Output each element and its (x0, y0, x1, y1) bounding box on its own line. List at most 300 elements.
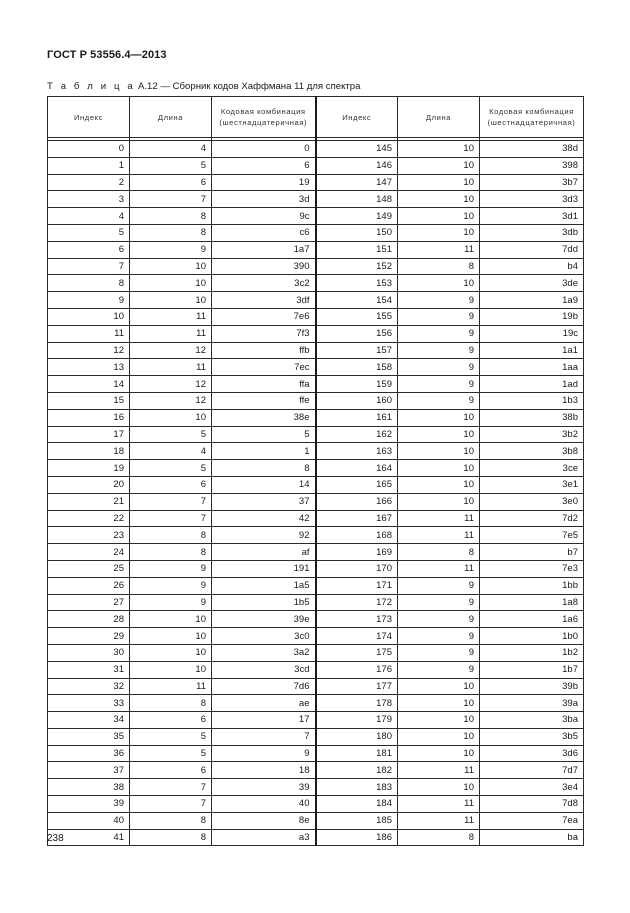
table-row (48, 426, 584, 443)
cell-length-2: 11 (398, 560, 480, 577)
table-row (48, 325, 584, 342)
cell-code: ffe (212, 392, 316, 409)
cell-length: 8 (130, 829, 212, 846)
table-row (48, 544, 584, 561)
cell-code-2: 7d2 (480, 510, 584, 527)
table-caption (47, 81, 360, 92)
cell-code: 8e (212, 812, 316, 829)
cell-code: 1 (212, 443, 316, 460)
cell-index-2: 176 (316, 661, 398, 678)
cell-code: 1b5 (212, 594, 316, 611)
cell-code-2: ba (480, 829, 584, 846)
cell-length: 10 (130, 628, 212, 645)
cell-index: 11 (48, 325, 130, 342)
cell-code: a3 (212, 829, 316, 846)
cell-index-2: 165 (316, 476, 398, 493)
cell-code: 17 (212, 712, 316, 729)
cell-index: 28 (48, 611, 130, 628)
cell-index-2: 168 (316, 527, 398, 544)
table-row (48, 779, 584, 796)
cell-code-2: 7d8 (480, 796, 584, 813)
cell-length-2: 9 (398, 661, 480, 678)
cell-index: 39 (48, 796, 130, 813)
cell-code: 19 (212, 174, 316, 191)
cell-index: 22 (48, 510, 130, 527)
cell-code-2: 3e1 (480, 476, 584, 493)
caption-text: А.12 — Сборник кодов Хаффмана 11 для спектра (135, 81, 361, 92)
cell-index: 7 (48, 258, 130, 275)
cell-code-2: 3b2 (480, 426, 584, 443)
cell-code: 7ec (212, 359, 316, 376)
cell-index-2: 169 (316, 544, 398, 561)
cell-code: 3cd (212, 661, 316, 678)
cell-code-2: 39a (480, 695, 584, 712)
cell-index-2: 174 (316, 628, 398, 645)
cell-code-2: b7 (480, 544, 584, 561)
cell-index: 4 (48, 208, 130, 225)
cell-length-2: 9 (398, 292, 480, 309)
cell-index-2: 181 (316, 745, 398, 762)
table-row (48, 611, 584, 628)
cell-length-2: 10 (398, 157, 480, 174)
cell-code: 14 (212, 476, 316, 493)
cell-index-2: 145 (316, 141, 398, 158)
cell-index-2: 161 (316, 409, 398, 426)
cell-code: 3c0 (212, 628, 316, 645)
cell-length: 11 (130, 359, 212, 376)
cell-index: 19 (48, 460, 130, 477)
cell-length: 12 (130, 392, 212, 409)
table-row (48, 191, 584, 208)
cell-length: 11 (130, 325, 212, 342)
cell-index: 14 (48, 376, 130, 393)
cell-code-2: 7ea (480, 812, 584, 829)
cell-code: 3d (212, 191, 316, 208)
cell-index-2: 151 (316, 241, 398, 258)
cell-index: 41 (48, 829, 130, 846)
col-header-code-2: Кодовая комбинация (шестнадцатеричная) (480, 97, 584, 138)
cell-code: 0 (212, 141, 316, 158)
cell-code-2: 1ad (480, 376, 584, 393)
cell-length: 10 (130, 409, 212, 426)
cell-code-2: 7dd (480, 241, 584, 258)
table-row (48, 594, 584, 611)
cell-length-2: 9 (398, 325, 480, 342)
cell-index: 9 (48, 292, 130, 309)
cell-index-2: 180 (316, 728, 398, 745)
cell-length: 4 (130, 443, 212, 460)
cell-length: 8 (130, 812, 212, 829)
cell-length: 9 (130, 594, 212, 611)
cell-length-2: 10 (398, 779, 480, 796)
cell-code: 7f3 (212, 325, 316, 342)
cell-length-2: 10 (398, 191, 480, 208)
cell-code-2: 3b7 (480, 174, 584, 191)
cell-index: 34 (48, 712, 130, 729)
cell-index: 5 (48, 224, 130, 241)
cell-index-2: 163 (316, 443, 398, 460)
cell-length: 9 (130, 577, 212, 594)
table-row (48, 644, 584, 661)
cell-code-2: 1b2 (480, 644, 584, 661)
cell-index: 32 (48, 678, 130, 695)
cell-code-2: 3d6 (480, 745, 584, 762)
cell-index: 24 (48, 544, 130, 561)
cell-index-2: 172 (316, 594, 398, 611)
cell-code-2: 38d (480, 141, 584, 158)
cell-code-2: 3b5 (480, 728, 584, 745)
cell-code: 3a2 (212, 644, 316, 661)
cell-code-2: 1aa (480, 359, 584, 376)
table-row (48, 560, 584, 577)
cell-length-2: 9 (398, 392, 480, 409)
cell-length-2: 10 (398, 224, 480, 241)
col-header-length-2: Длина (398, 97, 480, 138)
col-header-length: Длина (130, 97, 212, 138)
cell-length-2: 10 (398, 728, 480, 745)
cell-code: 39e (212, 611, 316, 628)
cell-length-2: 9 (398, 628, 480, 645)
table-row (48, 745, 584, 762)
cell-index: 6 (48, 241, 130, 258)
cell-code: 7d6 (212, 678, 316, 695)
cell-length-2: 10 (398, 476, 480, 493)
cell-index: 17 (48, 426, 130, 443)
cell-index: 20 (48, 476, 130, 493)
cell-code: 18 (212, 762, 316, 779)
cell-code-2: 38b (480, 409, 584, 426)
cell-length: 10 (130, 258, 212, 275)
cell-length-2: 10 (398, 695, 480, 712)
cell-index: 37 (48, 762, 130, 779)
cell-code-2: 19c (480, 325, 584, 342)
cell-length-2: 10 (398, 275, 480, 292)
table-row (48, 292, 584, 309)
cell-index: 31 (48, 661, 130, 678)
col-header-index-2: Индекс (316, 97, 398, 138)
cell-code: 40 (212, 796, 316, 813)
cell-index-2: 148 (316, 191, 398, 208)
cell-length-2: 11 (398, 527, 480, 544)
cell-length: 11 (130, 678, 212, 695)
cell-index: 0 (48, 141, 130, 158)
cell-index-2: 182 (316, 762, 398, 779)
cell-length: 10 (130, 611, 212, 628)
cell-length-2: 11 (398, 241, 480, 258)
cell-code-2: 1a1 (480, 342, 584, 359)
cell-index-2: 175 (316, 644, 398, 661)
table-row (48, 174, 584, 191)
cell-length-2: 11 (398, 796, 480, 813)
table-row (48, 392, 584, 409)
cell-index: 40 (48, 812, 130, 829)
cell-index: 26 (48, 577, 130, 594)
cell-length-2: 11 (398, 762, 480, 779)
cell-length-2: 10 (398, 174, 480, 191)
table-row (48, 241, 584, 258)
cell-index: 27 (48, 594, 130, 611)
cell-index-2: 184 (316, 796, 398, 813)
cell-index-2: 164 (316, 460, 398, 477)
cell-code: 37 (212, 493, 316, 510)
table-row (48, 577, 584, 594)
cell-index-2: 149 (316, 208, 398, 225)
cell-code: 42 (212, 510, 316, 527)
table-row (48, 258, 584, 275)
table-row (48, 157, 584, 174)
cell-code: 92 (212, 527, 316, 544)
cell-index-2: 157 (316, 342, 398, 359)
cell-code-2: 398 (480, 157, 584, 174)
cell-index: 2 (48, 174, 130, 191)
cell-code: 1a7 (212, 241, 316, 258)
cell-length: 7 (130, 191, 212, 208)
cell-index: 38 (48, 779, 130, 796)
cell-code: 1a5 (212, 577, 316, 594)
cell-code-2: 3d3 (480, 191, 584, 208)
cell-length-2: 10 (398, 443, 480, 460)
cell-length-2: 9 (398, 594, 480, 611)
table-row (48, 443, 584, 460)
table-row (48, 695, 584, 712)
cell-index-2: 155 (316, 308, 398, 325)
table-row (48, 208, 584, 225)
cell-index: 29 (48, 628, 130, 645)
table-row (48, 510, 584, 527)
cell-code: 3df (212, 292, 316, 309)
cell-code: ffb (212, 342, 316, 359)
cell-code: 8 (212, 460, 316, 477)
cell-length-2: 10 (398, 409, 480, 426)
cell-index: 36 (48, 745, 130, 762)
cell-index-2: 160 (316, 392, 398, 409)
cell-code-2: 3d1 (480, 208, 584, 225)
cell-code: 7 (212, 728, 316, 745)
cell-index-2: 158 (316, 359, 398, 376)
cell-code-2: 3ce (480, 460, 584, 477)
cell-index-2: 152 (316, 258, 398, 275)
cell-index: 35 (48, 728, 130, 745)
cell-length: 6 (130, 712, 212, 729)
cell-index-2: 186 (316, 829, 398, 846)
cell-code-2: 1bb (480, 577, 584, 594)
cell-length-2: 10 (398, 141, 480, 158)
cell-code-2: 7e3 (480, 560, 584, 577)
cell-index-2: 179 (316, 712, 398, 729)
cell-length-2: 9 (398, 376, 480, 393)
cell-index-2: 177 (316, 678, 398, 695)
table-row (48, 409, 584, 426)
table-row (48, 527, 584, 544)
cell-index: 23 (48, 527, 130, 544)
cell-code: 7e6 (212, 308, 316, 325)
caption-prefix: Т а б л и ц а (47, 81, 136, 92)
cell-index: 33 (48, 695, 130, 712)
cell-index-2: 162 (316, 426, 398, 443)
table-row (48, 460, 584, 477)
cell-length-2: 9 (398, 644, 480, 661)
cell-length-2: 9 (398, 611, 480, 628)
cell-length-2: 8 (398, 544, 480, 561)
cell-length-2: 9 (398, 577, 480, 594)
cell-index: 30 (48, 644, 130, 661)
cell-length: 8 (130, 695, 212, 712)
cell-code-2: 1b0 (480, 628, 584, 645)
cell-code: c6 (212, 224, 316, 241)
cell-length: 12 (130, 342, 212, 359)
cell-index-2: 156 (316, 325, 398, 342)
table-row (48, 628, 584, 645)
cell-index-2: 146 (316, 157, 398, 174)
cell-index: 18 (48, 443, 130, 460)
cell-length-2: 10 (398, 208, 480, 225)
table-row (48, 812, 584, 829)
table-row (48, 275, 584, 292)
cell-length-2: 11 (398, 812, 480, 829)
cell-length-2: 10 (398, 426, 480, 443)
cell-length: 7 (130, 493, 212, 510)
cell-code: 5 (212, 426, 316, 443)
cell-length: 7 (130, 779, 212, 796)
table-row (48, 493, 584, 510)
cell-index-2: 173 (316, 611, 398, 628)
cell-code-2: 19b (480, 308, 584, 325)
table-row (48, 678, 584, 695)
cell-code-2: 1a9 (480, 292, 584, 309)
cell-length: 5 (130, 426, 212, 443)
cell-index-2: 178 (316, 695, 398, 712)
page-number: 238 (47, 833, 64, 844)
cell-length: 7 (130, 510, 212, 527)
cell-length: 8 (130, 544, 212, 561)
cell-length: 5 (130, 460, 212, 477)
cell-code: 9 (212, 745, 316, 762)
col-header-code: Кодовая комбинация (шестнадцатеричная) (212, 97, 316, 138)
table-row (48, 308, 584, 325)
cell-index-2: 167 (316, 510, 398, 527)
table-row (48, 796, 584, 813)
table-row (48, 359, 584, 376)
cell-index: 12 (48, 342, 130, 359)
table-row (48, 661, 584, 678)
cell-code-2: 1b7 (480, 661, 584, 678)
cell-index-2: 171 (316, 577, 398, 594)
cell-length: 6 (130, 174, 212, 191)
cell-code: 6 (212, 157, 316, 174)
table-row (48, 342, 584, 359)
cell-length-2: 10 (398, 712, 480, 729)
cell-index: 21 (48, 493, 130, 510)
cell-length: 5 (130, 157, 212, 174)
cell-length: 10 (130, 661, 212, 678)
cell-length-2: 10 (398, 745, 480, 762)
cell-index: 13 (48, 359, 130, 376)
cell-length: 8 (130, 208, 212, 225)
cell-length: 8 (130, 527, 212, 544)
cell-code-2: 1a8 (480, 594, 584, 611)
cell-code-2: b4 (480, 258, 584, 275)
cell-length: 5 (130, 728, 212, 745)
table-row (48, 829, 584, 846)
cell-code-2: 39b (480, 678, 584, 695)
cell-code: 39 (212, 779, 316, 796)
cell-code-2: 7e5 (480, 527, 584, 544)
cell-length: 4 (130, 141, 212, 158)
cell-index-2: 170 (316, 560, 398, 577)
cell-length-2: 10 (398, 460, 480, 477)
cell-length-2: 9 (398, 308, 480, 325)
cell-index-2: 153 (316, 275, 398, 292)
cell-index: 16 (48, 409, 130, 426)
cell-code-2: 3ba (480, 712, 584, 729)
cell-code-2: 3e0 (480, 493, 584, 510)
cell-code: af (212, 544, 316, 561)
cell-length: 12 (130, 376, 212, 393)
cell-length: 10 (130, 275, 212, 292)
cell-code-2: 3e4 (480, 779, 584, 796)
cell-code: 9c (212, 208, 316, 225)
cell-index-2: 150 (316, 224, 398, 241)
cell-code-2: 3b8 (480, 443, 584, 460)
cell-index-2: 166 (316, 493, 398, 510)
cell-length: 9 (130, 241, 212, 258)
cell-length: 7 (130, 796, 212, 813)
table-row (48, 376, 584, 393)
cell-length: 9 (130, 560, 212, 577)
cell-index-2: 183 (316, 779, 398, 796)
cell-length-2: 10 (398, 678, 480, 695)
cell-code-2: 7d7 (480, 762, 584, 779)
cell-index: 3 (48, 191, 130, 208)
cell-index: 1 (48, 157, 130, 174)
table-row (48, 476, 584, 493)
cell-length-2: 8 (398, 258, 480, 275)
huffman-codebook-table (47, 96, 584, 846)
cell-length-2: 10 (398, 493, 480, 510)
cell-length: 6 (130, 762, 212, 779)
cell-length: 5 (130, 745, 212, 762)
cell-code: ffa (212, 376, 316, 393)
cell-index-2: 154 (316, 292, 398, 309)
cell-length: 6 (130, 476, 212, 493)
cell-code: 191 (212, 560, 316, 577)
cell-length: 8 (130, 224, 212, 241)
table-row (48, 762, 584, 779)
cell-length-2: 9 (398, 359, 480, 376)
cell-length: 11 (130, 308, 212, 325)
cell-code-2: 1a6 (480, 611, 584, 628)
cell-index: 10 (48, 308, 130, 325)
table-row (48, 712, 584, 729)
cell-length: 10 (130, 644, 212, 661)
cell-length-2: 9 (398, 342, 480, 359)
cell-code: 390 (212, 258, 316, 275)
cell-code-2: 3de (480, 275, 584, 292)
cell-code: ae (212, 695, 316, 712)
cell-index-2: 147 (316, 174, 398, 191)
document-id: ГОСТ Р 53556.4—2013 (47, 49, 167, 61)
table-body (48, 138, 584, 846)
table-row (48, 141, 584, 158)
col-header-index: Индекс (48, 97, 130, 138)
cell-code-2: 3db (480, 224, 584, 241)
cell-length-2: 11 (398, 510, 480, 527)
cell-length-2: 8 (398, 829, 480, 846)
cell-code-2: 1b3 (480, 392, 584, 409)
table-row (48, 224, 584, 241)
table-row (48, 728, 584, 745)
cell-index-2: 185 (316, 812, 398, 829)
